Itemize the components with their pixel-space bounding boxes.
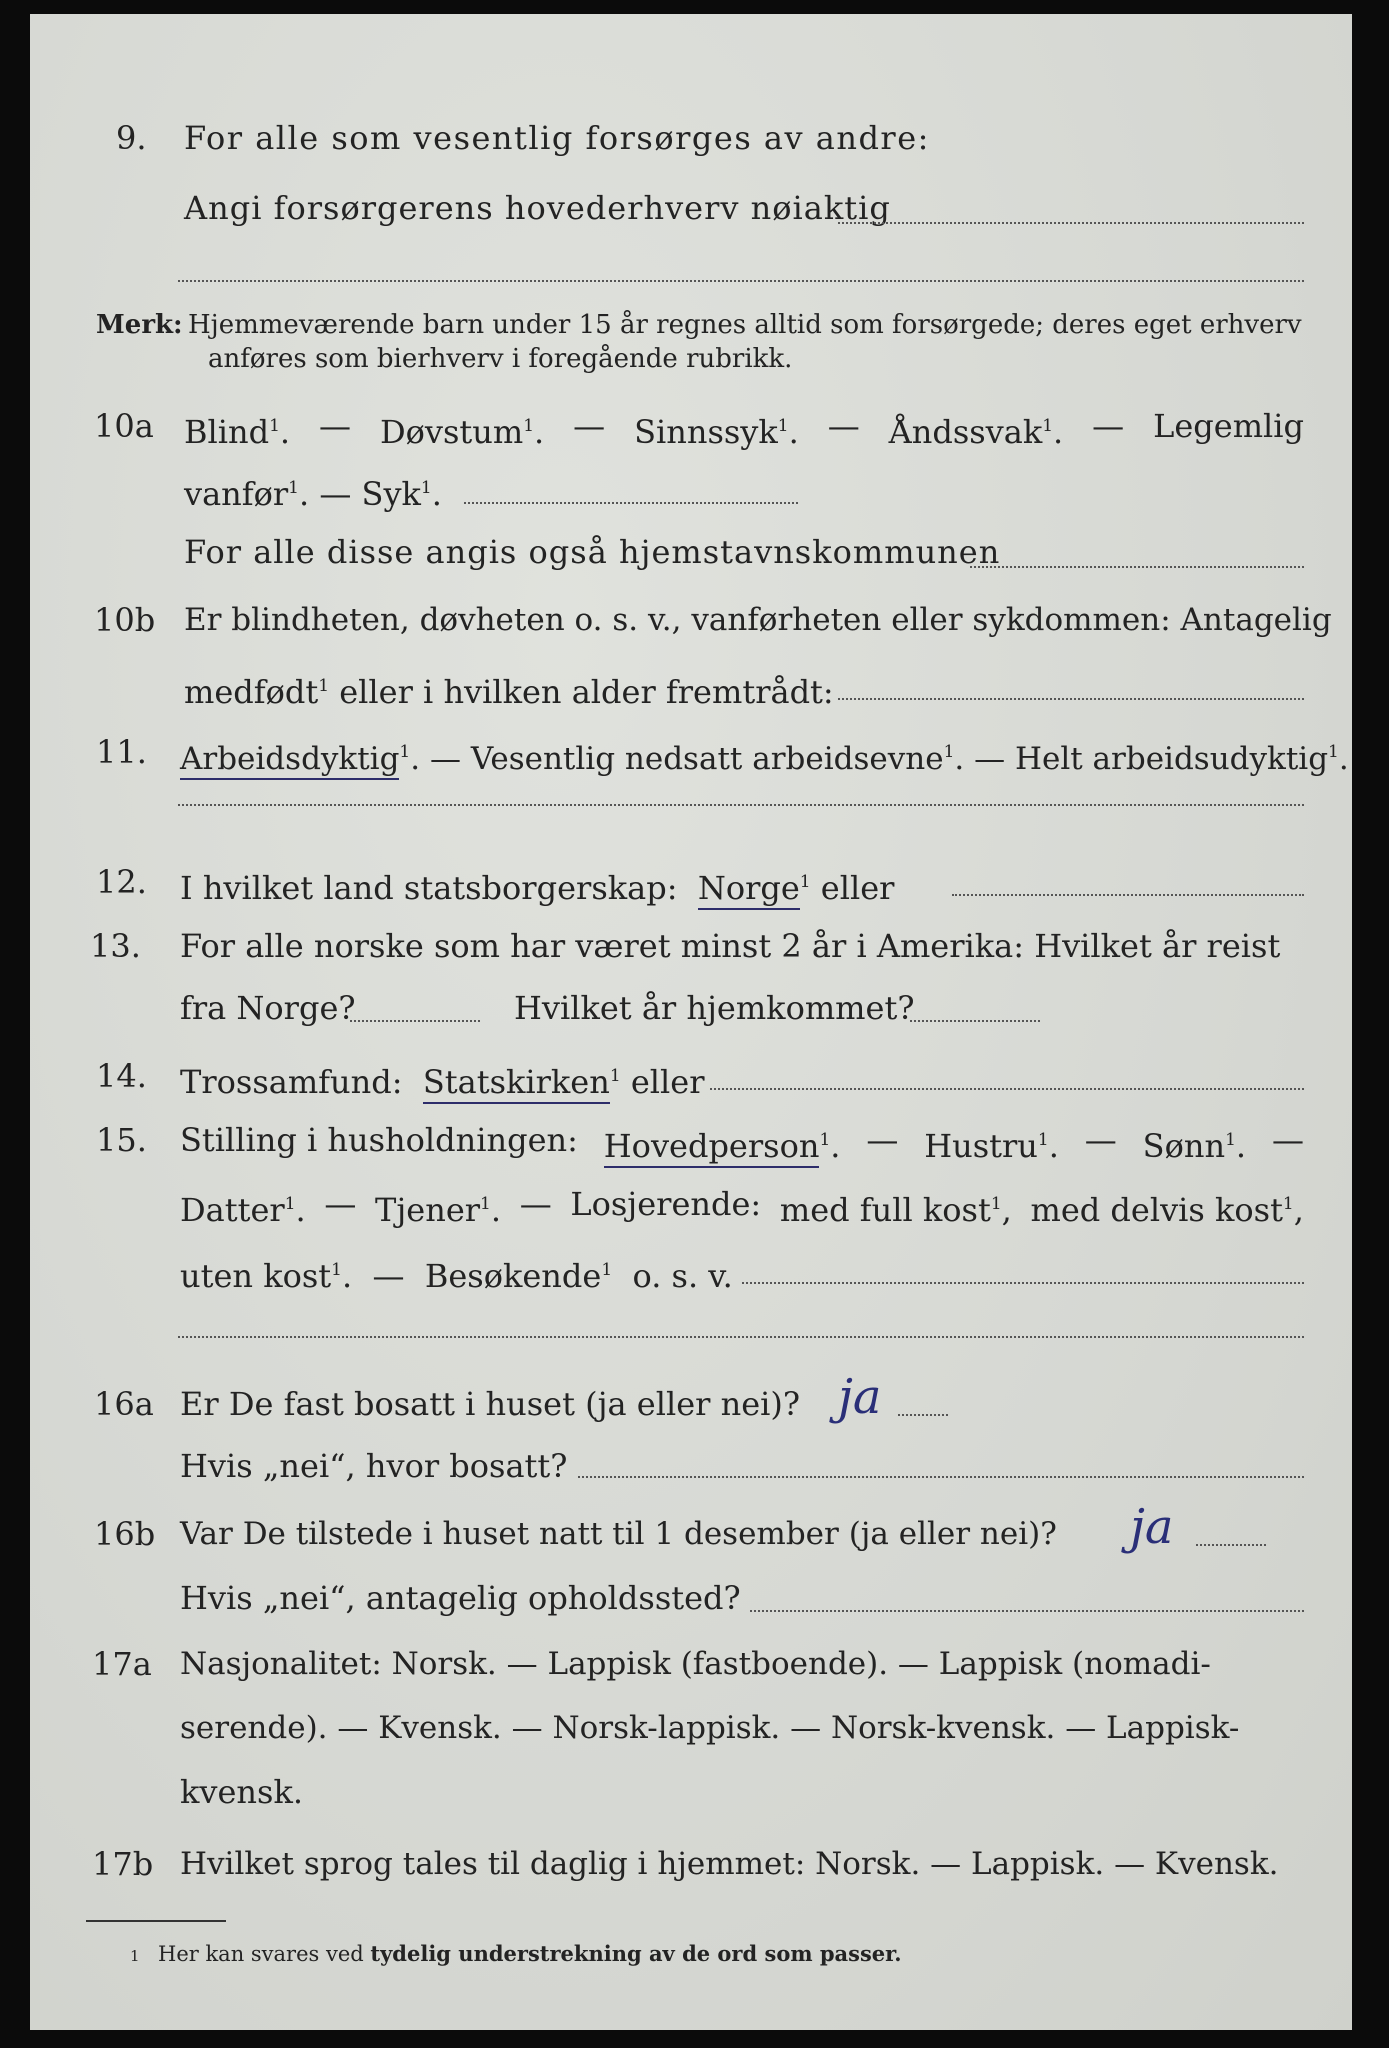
opt-hustru[interactable]: Hustru — [924, 1127, 1038, 1165]
q15-answer-line-2[interactable] — [178, 1336, 1304, 1338]
q17b-number: 17b — [92, 1845, 154, 1883]
q16a-question: Er De fast bosatt i huset (ja eller nei)? — [180, 1385, 801, 1423]
opt-nedsatt[interactable]: Vesentlig nedsatt arbeidsevne — [470, 741, 944, 777]
footnote-text: Her kan svares ved tydelig understrekning av de ord som passer. — [158, 1941, 902, 1966]
opt-arbeidsdyktig[interactable]: Arbeidsdyktig — [180, 741, 399, 780]
opt-datter[interactable]: Datter — [180, 1191, 285, 1229]
opt-besokende[interactable]: Besøkende — [424, 1257, 602, 1295]
opt-andssvak[interactable]: Åndssvak — [888, 413, 1043, 451]
q17a-line2: serende). — Kvensk. — Norsk-lappisk. — Norsk-kvensk. — Lappisk- — [180, 1710, 1240, 1746]
q9-answer-line-2[interactable] — [178, 280, 1304, 282]
q16a-answer-line[interactable] — [898, 1414, 948, 1416]
q16b-opphold-line[interactable] — [750, 1610, 1304, 1612]
q12-number: 12. — [96, 863, 147, 901]
q13-line1: For alle norske som har været minst 2 år i Amerika: Hvilket år reist — [180, 927, 1281, 965]
opt-medfodt[interactable]: medfødt — [184, 673, 319, 711]
q14-number: 14. — [96, 1057, 147, 1095]
opt-vanfor[interactable]: vanfør — [184, 475, 289, 513]
opt-dovstum[interactable]: Døvstum — [379, 413, 524, 451]
q9-answer-line[interactable] — [838, 222, 1304, 224]
q16a-handwritten-answer[interactable]: ja — [838, 1369, 882, 1425]
q10a-number: 10a — [94, 407, 154, 445]
q10b-number: 10b — [94, 601, 156, 639]
q11-options: Arbeidsdyktig$^1$. — Vesentlig nedsatt arbeidsevne$^1$. — Helt arbeidsudyktig$^1$. — [180, 732, 1349, 779]
q16a-bosatt-line[interactable] — [578, 1476, 1304, 1478]
q10a-line1: Blind$^1$. — Døvstum$^1$. — Sinnssyk$^1$. — Åndssvak$^1$. — Legemlig — [184, 407, 1304, 451]
q16b-question: Var De tilstede i huset natt til 1 desember (ja eller nei)? — [180, 1516, 1057, 1552]
merk-line1: Hjemmeværende barn under 15 år regnes alltid som forsørgede; deres eget erhverv — [188, 310, 1302, 340]
opt-syk[interactable]: Syk — [361, 475, 421, 513]
footnote-mark: 1 — [130, 1947, 140, 1965]
q16a-number: 16a — [94, 1385, 154, 1423]
q16b-handwritten-answer[interactable]: ja — [1130, 1499, 1174, 1555]
q13-number: 13. — [90, 927, 141, 965]
q13-fra: fra Norge? — [180, 989, 356, 1027]
opt-legemlig[interactable]: Legemlig — [1153, 407, 1304, 445]
q10a-hjemstavn-line[interactable] — [970, 566, 1304, 568]
census-form-page — [30, 14, 1352, 2030]
q13-hjem: Hvilket år hjemkommet? — [514, 989, 915, 1027]
opt-tjener[interactable]: Tjener — [375, 1191, 481, 1229]
q16a-line2: Hvis „nei“, hvor bosatt? — [180, 1447, 568, 1485]
q15-line2: Datter$^1$. — Tjener$^1$. — Losjerende: med full kost$^1$, med delvis kost$^1$, — [180, 1185, 1304, 1229]
opt-norge[interactable]: Norge — [698, 869, 800, 910]
q9-line1: For alle som vesentlig forsørges av andre: — [184, 119, 930, 157]
q10a-answer-line[interactable] — [464, 502, 798, 504]
q12-answer-line[interactable] — [952, 894, 1304, 896]
opt-statskirken[interactable]: Statskirken — [423, 1063, 610, 1104]
q9-line2: Angi forsørgerens hovederhverv nøiaktig — [184, 189, 891, 227]
q17a-line3: kvensk. — [180, 1773, 303, 1811]
opt-uten-kost[interactable]: uten kost — [180, 1257, 332, 1295]
q13-reist-line[interactable] — [350, 1020, 480, 1022]
opt-delvis-kost[interactable]: med delvis kost — [1030, 1191, 1283, 1229]
q17b-line: Hvilket sprog tales til daglig i hjemmet: Norsk. — Lappisk. — Kvensk. — [180, 1846, 1279, 1882]
opt-full-kost[interactable]: med full kost — [779, 1191, 991, 1229]
opt-sonn[interactable]: Sønn — [1142, 1127, 1226, 1165]
q9-number: 9. — [116, 119, 147, 157]
opt-udyktig[interactable]: Helt arbeidsudyktig — [1014, 741, 1329, 777]
q17a-number: 17a — [92, 1645, 152, 1683]
q15-number: 15. — [96, 1121, 147, 1159]
opt-blind[interactable]: Blind — [184, 413, 270, 451]
opt-hovedperson[interactable]: Hovedperson — [604, 1127, 820, 1168]
q16b-number: 16b — [94, 1515, 156, 1553]
footnote-divider — [86, 1920, 226, 1922]
q12-line: I hvilket land statsborgerskap: Norge$^1$ eller — [180, 862, 894, 908]
q14-line: Trossamfund: Statskirken$^1$ eller — [180, 1056, 704, 1102]
merk-line2: anføres som bierhverv i foregående rubrikk. — [208, 344, 793, 374]
q10b-line1: Er blindheten, døvheten o. s. v., vanførheten eller sykdommen: Antagelig — [184, 602, 1332, 638]
q13-hjem-line[interactable] — [910, 1020, 1040, 1022]
q15-answer-line[interactable] — [742, 1282, 1304, 1284]
q10b-answer-line[interactable] — [838, 698, 1304, 700]
q10a-line2: vanfør$^1$. — Syk$^1$. — [184, 475, 442, 513]
q11-answer-line[interactable] — [178, 804, 1304, 806]
q16b-line2: Hvis „nei“, antagelig opholdssted? — [180, 1579, 741, 1617]
q10b-line2: medfødt$^1$ eller i hvilken alder fremtrådt: — [184, 673, 834, 711]
q16b-answer-line[interactable] — [1196, 1544, 1266, 1546]
opt-sinnssyk[interactable]: Sinnssyk — [634, 413, 778, 451]
q14-answer-line[interactable] — [710, 1088, 1304, 1090]
merk-label: Merk: — [96, 310, 183, 340]
q10a-line3: For alle disse angis også hjemstavnskommunen — [184, 533, 1001, 571]
q11-number: 11. — [96, 733, 147, 771]
q17a-line1: Nasjonalitet: Norsk. — Lappisk (fastboende). — Lappisk (nomadi- — [180, 1646, 1211, 1682]
q15-line3: uten kost$^1$. — Besøkende$^1$ o. s. v. — [180, 1257, 733, 1295]
q15-line1: Stilling i husholdningen: Hovedperson$^1$. — Hustru$^1$. — Sønn$^1$. — — [180, 1120, 1304, 1166]
